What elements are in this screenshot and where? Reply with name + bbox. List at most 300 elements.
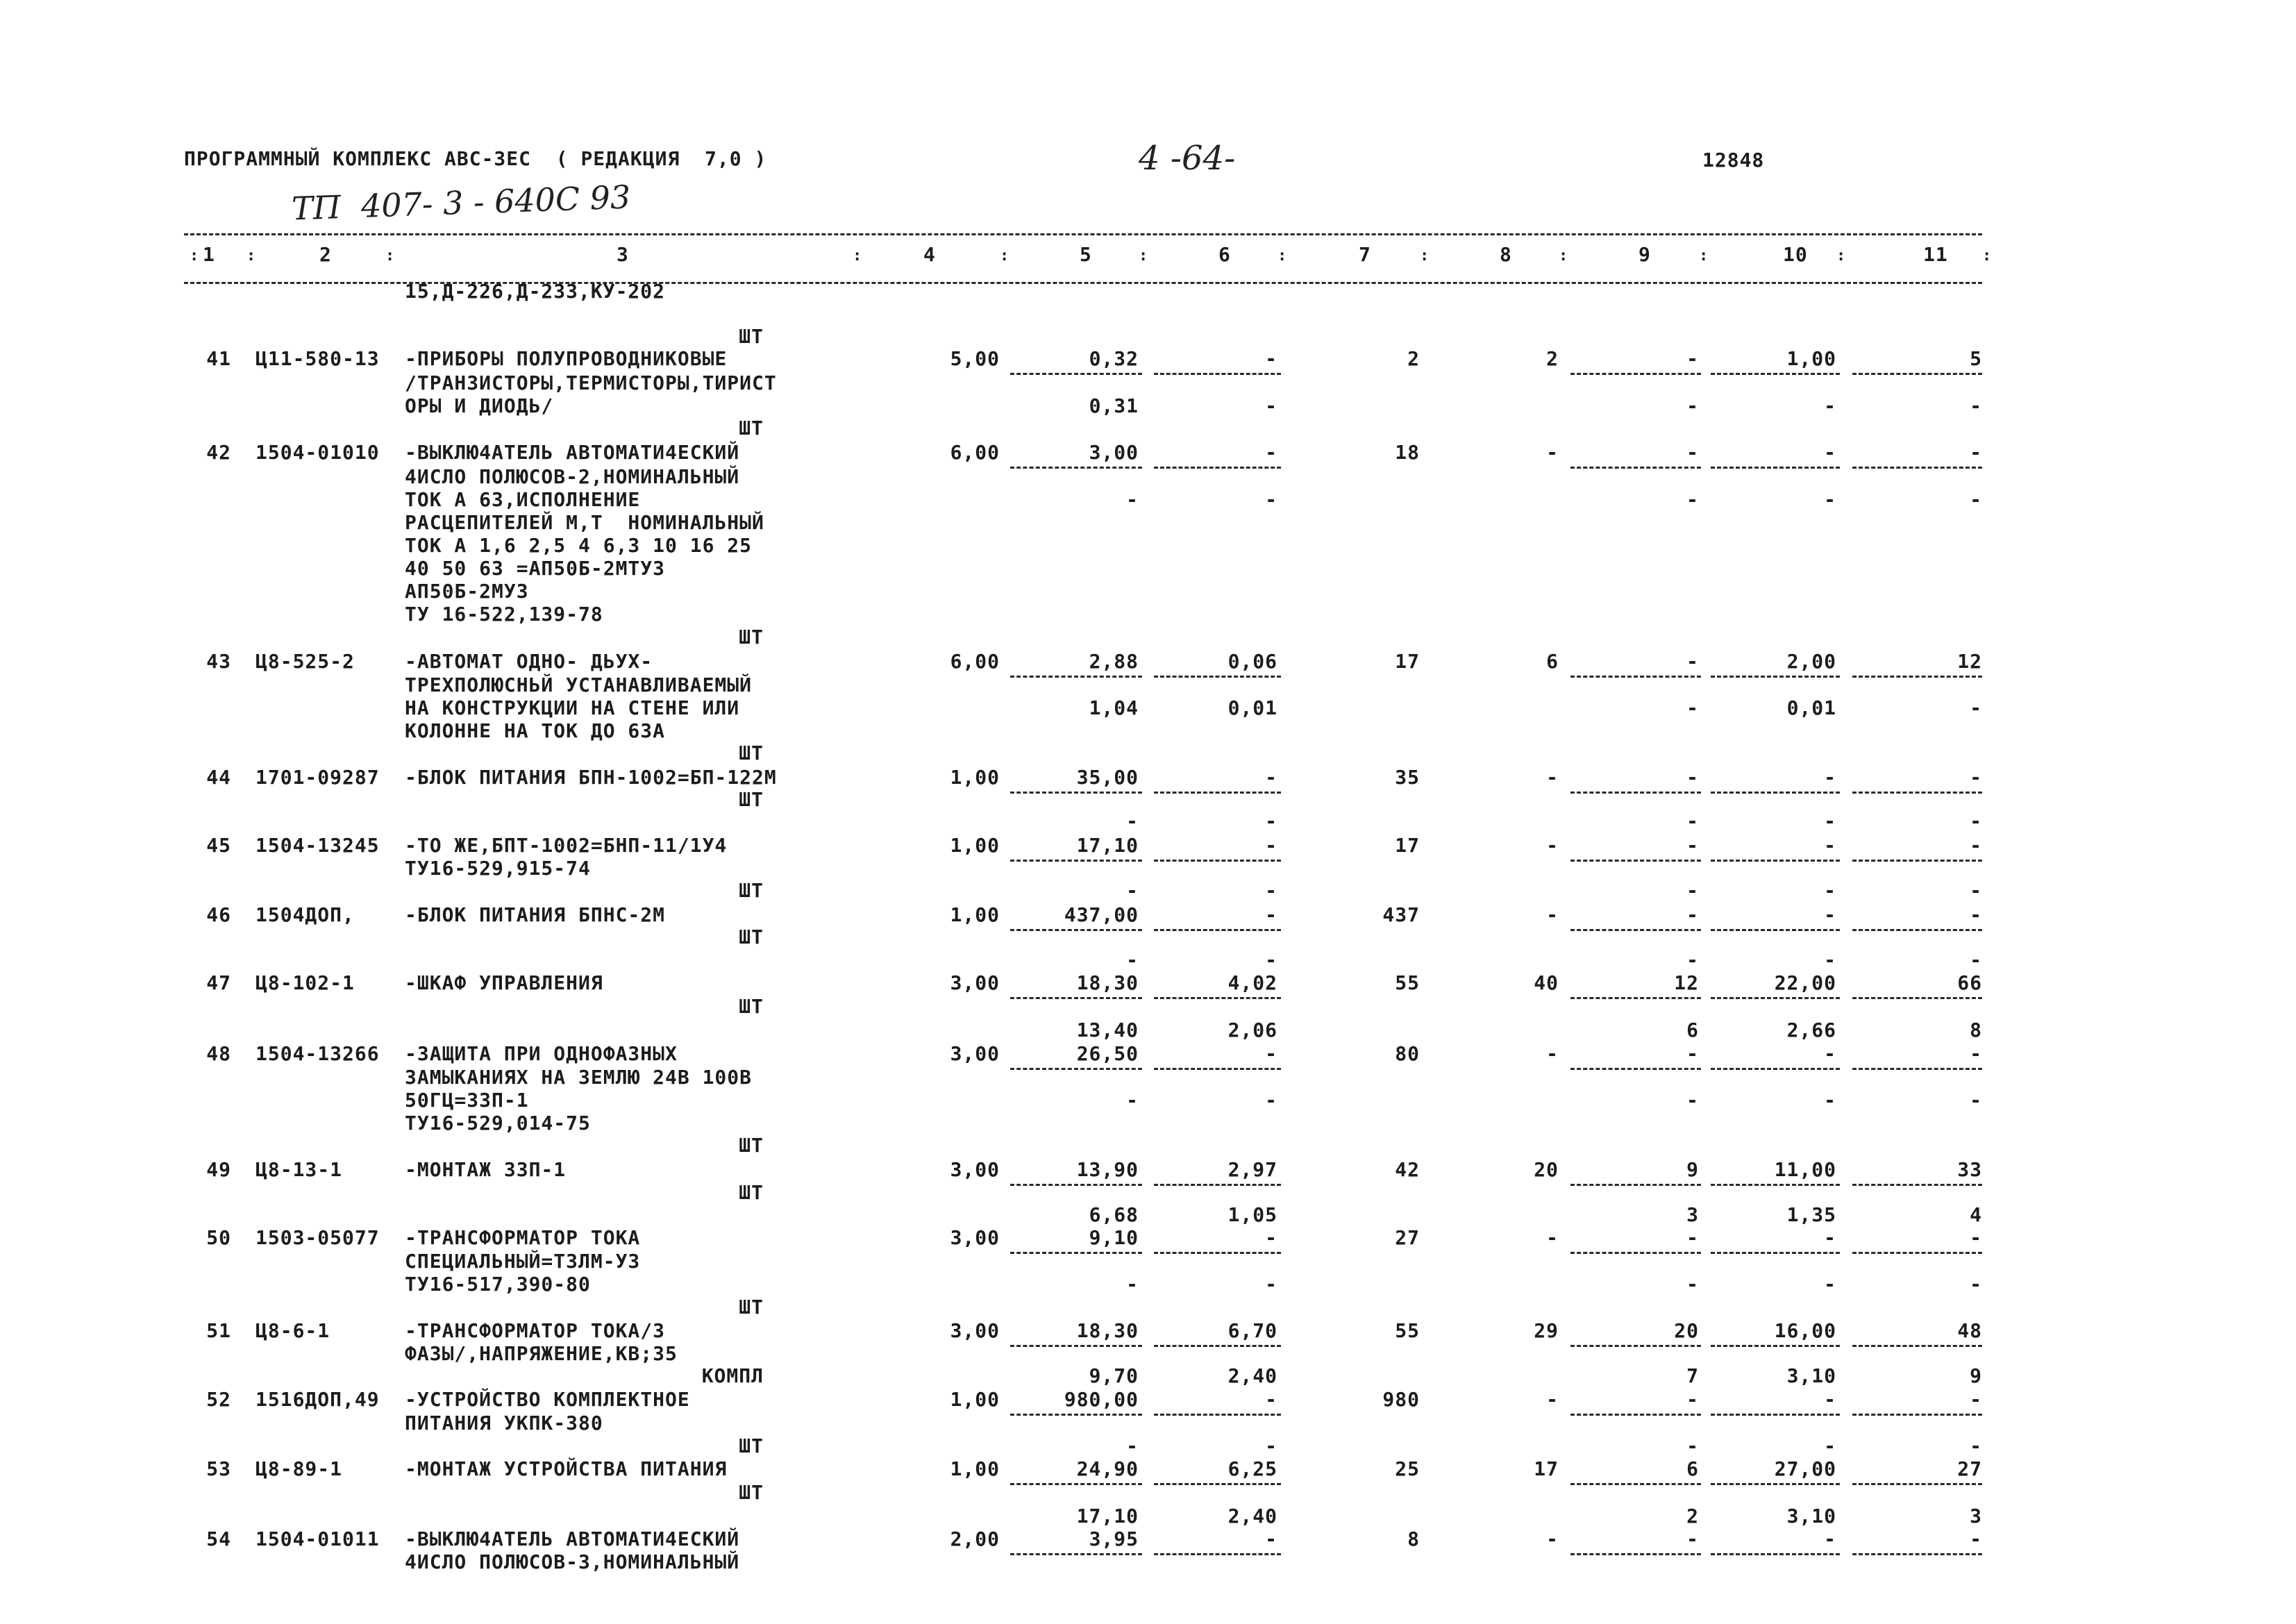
cell-code: Ц8-102-1 (255, 971, 355, 994)
cell-code: 1503-05077 (255, 1226, 380, 1249)
cell-col-10: - (1824, 810, 1836, 832)
cell-description: ТУ16-529,014-75 (405, 1112, 591, 1135)
cell-col-1: 50 (206, 1226, 231, 1249)
cell-description: 15,Д-226,Д-233,КУ-202 (405, 280, 666, 303)
cell-col-9: - (1686, 948, 1699, 971)
cell-col-8: - (1546, 834, 1559, 857)
subtotal-rule (1570, 676, 1701, 678)
column-header-3: 3 (617, 243, 629, 266)
cell-col-1: 52 (206, 1388, 231, 1411)
cell-col-11: - (1970, 948, 1982, 971)
cell-col-10: 0,01 (1786, 696, 1836, 719)
cell-col-6: 2,40 (1227, 1364, 1277, 1387)
cell-col-5: 0,31 (1089, 394, 1139, 417)
cell-unit: ШТ (739, 1181, 764, 1204)
cell-description: -ТО ЖЕ,БПТ-1002=БНП-11/1У4 (405, 834, 728, 857)
column-separator: : (1000, 247, 1009, 265)
cell-col-11: - (1970, 1042, 1982, 1065)
cell-col-9: - (1686, 1434, 1699, 1457)
cell-col-9: - (1686, 1042, 1699, 1065)
cell-col-10: - (1824, 1226, 1836, 1249)
cell-code: Ц8-89-1 (255, 1457, 343, 1480)
cell-col-10: - (1824, 1434, 1836, 1457)
cell-col-6: 2,06 (1227, 1019, 1277, 1041)
column-header-11: 11 (1923, 243, 1948, 266)
subtotal-rule (1154, 676, 1281, 678)
subtotal-rule (1010, 1414, 1142, 1416)
document-number: 12848 (1702, 149, 1765, 171)
cell-col-1: 41 (206, 347, 231, 370)
column-header-6: 6 (1218, 243, 1231, 266)
cell-col-5: 13,90 (1076, 1158, 1139, 1181)
cell-description: ТУ16-529,915-74 (405, 857, 591, 880)
cell-col-10: - (1824, 394, 1836, 417)
cell-col-10: 22,00 (1774, 971, 1836, 994)
cell-code: 1504ДОП, (255, 903, 355, 926)
cell-unit: ШТ (739, 742, 764, 764)
cell-description: -ШКАФ УПРАВЛЕНИЯ (405, 971, 603, 994)
cell-code: Ц11-580-13 (255, 347, 380, 370)
column-separator: : (1277, 247, 1287, 265)
cell-unit: ШТ (739, 788, 764, 811)
cell-description: -БЛОК ПИТАНИЯ БПН-1002=БП-122М (405, 766, 777, 789)
cell-col-10: 2,66 (1786, 1019, 1836, 1041)
subtotal-rule (1852, 676, 1982, 678)
cell-col-8: 17 (1534, 1457, 1559, 1480)
cell-unit: КОМПЛ (701, 1364, 764, 1387)
cell-col-7: 55 (1395, 1319, 1420, 1342)
cell-col-11: - (1970, 1527, 1982, 1550)
cell-col-1: 43 (206, 650, 231, 673)
cell-col-6: 4,02 (1227, 971, 1277, 994)
cell-col-6: - (1265, 948, 1277, 971)
cell-col-4: 6,00 (950, 650, 1000, 673)
column-header-7: 7 (1359, 243, 1371, 266)
cell-description: НА КОНСТРУКЦИИ НА СТЕНЕ ИЛИ (405, 696, 740, 719)
subtotal-rule (1852, 467, 1982, 469)
subtotal-rule (1010, 1068, 1142, 1070)
page-number: 4 -64- (1139, 139, 1236, 178)
cell-col-10: 11,00 (1774, 1158, 1836, 1181)
column-separator: : (1420, 247, 1430, 265)
subtotal-rule (1570, 792, 1701, 794)
subtotal-rule (1154, 373, 1281, 375)
cell-col-6: - (1265, 441, 1277, 464)
cell-col-10: - (1824, 1273, 1836, 1296)
cell-col-10: 16,00 (1774, 1319, 1836, 1342)
cell-col-5: - (1126, 879, 1139, 902)
cell-col-10: 3,10 (1786, 1505, 1836, 1527)
subtotal-rule (1570, 1184, 1701, 1186)
cell-col-7: 80 (1395, 1042, 1420, 1065)
cell-col-5: 18,30 (1076, 1319, 1139, 1342)
cell-code: Ц8-13-1 (255, 1158, 343, 1181)
cell-col-11: - (1970, 488, 1982, 511)
subtotal-rule (1010, 467, 1142, 469)
cell-description: СПЕЦИАЛЬНЫЙ=ТЗЛМ-У3 (405, 1250, 641, 1273)
cell-description: -ВЫКЛЮ4АТЕЛЬ АВТОМАТИ4ЕСКИЙ (405, 1527, 740, 1550)
column-header-8: 8 (1500, 243, 1512, 266)
cell-col-1: 47 (206, 971, 231, 994)
cell-unit: ШТ (739, 1481, 764, 1504)
cell-col-7: 17 (1395, 650, 1420, 673)
cell-description: -ВЫКЛЮ4АТЕЛЬ АВТОМАТИ4ЕСКИЙ (405, 441, 740, 464)
subtotal-rule (1852, 860, 1982, 862)
cell-col-6: 6,70 (1227, 1319, 1277, 1342)
cell-col-11: 33 (1957, 1158, 1982, 1181)
subtotal-rule (1852, 373, 1982, 375)
cell-col-10: 1,35 (1786, 1203, 1836, 1226)
cell-col-10: - (1824, 948, 1836, 971)
subtotal-rule (1010, 1483, 1142, 1485)
subtotal-rule (1852, 1553, 1982, 1555)
cell-col-4: 6,00 (950, 441, 1000, 464)
cell-col-6: - (1265, 834, 1277, 857)
cell-col-7: 17 (1395, 834, 1420, 857)
cell-description: ТРЕХПОЛЮСНЬЙ УСТАНАВЛИВАЕМЫЙ (405, 673, 753, 696)
cell-col-5: 17,10 (1076, 834, 1139, 857)
program-header: ПРОГРАММНЫЙ КОМПЛЕКС АВС-3ЕС ( РЕДАКЦИЯ 7,0 ) (184, 147, 767, 170)
cell-col-8: - (1546, 1042, 1559, 1065)
cell-unit: ШТ (739, 417, 764, 440)
cell-col-8: 6 (1546, 650, 1559, 673)
cell-col-6: - (1265, 879, 1277, 902)
subtotal-rule (1711, 676, 1840, 678)
cell-col-10: - (1824, 1089, 1836, 1112)
cell-description: РАСЦЕПИТЕЛЕЙ М,Т НОМИНАЛЬНЫЙ (405, 511, 764, 534)
cell-col-9: 12 (1674, 971, 1699, 994)
cell-col-9: - (1686, 696, 1699, 719)
cell-description: ОРЫ И ДИОДЬ/ (405, 394, 554, 417)
cell-col-10: - (1824, 834, 1836, 857)
cell-col-10: - (1824, 766, 1836, 789)
column-header-9: 9 (1639, 243, 1651, 266)
cell-description: -ТРАНСФОРМАТОР ТОКА/3 (405, 1319, 666, 1342)
cell-col-11: 5 (1970, 347, 1982, 370)
cell-col-9: - (1686, 766, 1699, 789)
subtotal-rule (1570, 997, 1701, 999)
cell-description: ТОК А 63,ИСПОЛНЕНИЕ (405, 488, 641, 511)
subtotal-rule (1570, 929, 1701, 931)
cell-col-4: 2,00 (950, 1527, 1000, 1550)
cell-unit: ШТ (739, 995, 764, 1018)
cell-col-5: 437,00 (1064, 903, 1139, 926)
cell-col-5: 17,10 (1076, 1505, 1139, 1527)
subtotal-rule (1570, 1252, 1701, 1254)
cell-col-4: 1,00 (950, 766, 1000, 789)
cell-col-5: - (1126, 488, 1139, 511)
cell-col-4: 3,00 (950, 1319, 1000, 1342)
column-separator: : (1559, 247, 1568, 265)
cell-col-9: - (1686, 394, 1699, 417)
subtotal-rule (1711, 1345, 1840, 1347)
cell-description: -УСТРОЙСТВО КОМПЛЕКТНОЕ (405, 1388, 690, 1411)
cell-col-7: 55 (1395, 971, 1420, 994)
subtotal-rule (1154, 929, 1281, 931)
subtotal-rule (1711, 373, 1840, 375)
cell-col-6: 2,40 (1227, 1505, 1277, 1527)
cell-col-5: 9,70 (1089, 1364, 1139, 1387)
cell-col-8: 29 (1534, 1319, 1559, 1342)
cell-col-9: - (1686, 834, 1699, 857)
cell-col-9: 2 (1686, 1505, 1699, 1527)
cell-description: 4ИСЛО ПОЛЮСОВ-2,НОМИНАЛЬНЫЙ (405, 465, 740, 488)
cell-col-11: - (1970, 1226, 1982, 1249)
cell-col-1: 44 (206, 766, 231, 789)
subtotal-rule (1010, 929, 1142, 931)
cell-col-8: - (1546, 1527, 1559, 1550)
subtotal-rule (1154, 997, 1281, 999)
subtotal-rule (1711, 467, 1840, 469)
subtotal-rule (1852, 997, 1982, 999)
subtotal-rule (1010, 1345, 1142, 1347)
cell-col-4: 1,00 (950, 1388, 1000, 1411)
subtotal-rule (1570, 467, 1701, 469)
cell-col-5: 0,32 (1089, 347, 1139, 370)
cell-col-10: - (1824, 903, 1836, 926)
cell-col-11: 3 (1970, 1505, 1982, 1527)
subtotal-rule (1852, 1483, 1982, 1485)
subtotal-rule (1570, 1483, 1701, 1485)
cell-unit: ШТ (739, 926, 764, 948)
subtotal-rule (1010, 792, 1142, 794)
subtotal-rule (1852, 1068, 1982, 1070)
cell-col-10: - (1824, 1388, 1836, 1411)
cell-col-5: 13,40 (1076, 1019, 1139, 1041)
cell-description: 4ИСЛО ПОЛЮСОВ-3,НОМИНАЛЬНЫЙ (405, 1550, 740, 1573)
handwritten-project-code: ТП 407- 3 - 640С 93 (291, 178, 632, 228)
cell-col-11: - (1970, 810, 1982, 832)
cell-col-4: 1,00 (950, 903, 1000, 926)
subtotal-rule (1154, 792, 1281, 794)
cell-col-9: - (1686, 1089, 1699, 1112)
cell-col-5: 980,00 (1064, 1388, 1139, 1411)
cell-description: -ПРИБОРЫ ПОЛУПРОВОДНИКОВЫЕ (405, 347, 728, 370)
cell-col-10: 1,00 (1786, 347, 1836, 370)
subtotal-rule (1570, 1414, 1701, 1416)
column-separator: : (190, 247, 199, 265)
cell-col-10: - (1824, 488, 1836, 511)
cell-code: 1504-13266 (255, 1042, 380, 1065)
column-separator: : (385, 247, 395, 265)
cell-col-4: 1,00 (950, 1457, 1000, 1480)
subtotal-rule (1711, 1068, 1840, 1070)
cell-col-10: - (1824, 1042, 1836, 1065)
cell-col-5: 26,50 (1076, 1042, 1139, 1065)
cell-col-10: 3,10 (1786, 1364, 1836, 1387)
cell-col-1: 53 (206, 1457, 231, 1480)
subtotal-rule (1711, 1252, 1840, 1254)
cell-col-6: - (1265, 347, 1277, 370)
cell-description: 40 50 63 =АП50Б-2МТУ3 (405, 557, 666, 580)
cell-col-11: - (1970, 1388, 1982, 1411)
cell-col-4: 1,00 (950, 834, 1000, 857)
cell-col-11: 48 (1957, 1319, 1982, 1342)
cell-description: -МОНТАЖ 33П-1 (405, 1158, 567, 1181)
cell-col-7: 27 (1395, 1226, 1420, 1249)
subtotal-rule (1852, 1345, 1982, 1347)
cell-col-9: 7 (1686, 1364, 1699, 1387)
cell-col-9: - (1686, 1527, 1699, 1550)
cell-col-5: 3,95 (1089, 1527, 1139, 1550)
subtotal-rule (1852, 792, 1982, 794)
cell-col-9: - (1686, 879, 1699, 902)
subtotal-rule (1010, 1252, 1142, 1254)
cell-col-5: 3,00 (1089, 441, 1139, 464)
subtotal-rule (1711, 1184, 1840, 1186)
column-separator: : (1836, 247, 1846, 265)
cell-col-9: 6 (1686, 1457, 1699, 1480)
cell-col-1: 45 (206, 834, 231, 857)
subtotal-rule (1010, 676, 1142, 678)
cell-col-5: 6,68 (1089, 1203, 1139, 1226)
cell-col-5: - (1126, 948, 1139, 971)
cell-col-5: 9,10 (1089, 1226, 1139, 1249)
subtotal-rule (1154, 1553, 1281, 1555)
subtotal-rule (1711, 860, 1840, 862)
cell-col-10: 27,00 (1774, 1457, 1836, 1480)
subtotal-rule (1570, 860, 1701, 862)
cell-col-6: - (1265, 903, 1277, 926)
cell-description: -МОНТАЖ УСТРОЙСТВА ПИТАНИЯ (405, 1457, 728, 1480)
subtotal-rule (1154, 860, 1281, 862)
cell-unit: ШТ (739, 1134, 764, 1157)
column-separator: : (1699, 247, 1709, 265)
cell-col-11: - (1970, 696, 1982, 719)
cell-col-11: 9 (1970, 1364, 1982, 1387)
cell-description: ТУ16-517,390-80 (405, 1273, 591, 1296)
subtotal-rule (1154, 1483, 1281, 1485)
cell-col-6: - (1265, 810, 1277, 832)
cell-code: Ц8-6-1 (255, 1319, 330, 1342)
subtotal-rule (1570, 1345, 1701, 1347)
cell-col-10: - (1824, 441, 1836, 464)
cell-col-10: - (1824, 1527, 1836, 1550)
subtotal-rule (1570, 1553, 1701, 1555)
cell-col-9: - (1686, 810, 1699, 832)
column-header-1: 1 (203, 243, 215, 266)
cell-col-7: 18 (1395, 441, 1420, 464)
cell-col-6: - (1265, 1434, 1277, 1457)
cell-col-8: - (1546, 903, 1559, 926)
subtotal-rule (1154, 1345, 1281, 1347)
cell-col-5: - (1126, 810, 1139, 832)
cell-description: КОЛОННЕ НА ТОК ДО 63А (405, 719, 666, 742)
cell-col-7: 980 (1382, 1388, 1420, 1411)
cell-col-6: 1,05 (1227, 1203, 1277, 1226)
cell-description: ФАЗЫ/,НАПРЯЖЕНИЕ,КВ;35 (405, 1342, 678, 1365)
cell-col-6: 0,06 (1227, 650, 1277, 673)
cell-col-6: 2,97 (1227, 1158, 1277, 1181)
subtotal-rule (1154, 1252, 1281, 1254)
cell-col-1: 49 (206, 1158, 231, 1181)
cell-col-9: - (1686, 488, 1699, 511)
cell-col-4: 3,00 (950, 1226, 1000, 1249)
column-separator: : (853, 247, 862, 265)
subtotal-rule (1010, 1184, 1142, 1186)
column-separator: : (1982, 247, 1992, 265)
cell-col-7: 8 (1407, 1527, 1420, 1550)
cell-col-5: 18,30 (1076, 971, 1139, 994)
cell-col-1: 51 (206, 1319, 231, 1342)
cell-description: -БЛОК ПИТАНИЯ БПНС-2М (405, 903, 666, 926)
cell-unit: ШТ (739, 1296, 764, 1319)
column-header-4: 4 (923, 243, 936, 266)
cell-description: ЗАМЫКАНИЯХ НА ЗЕМЛЮ 24В 100В (405, 1066, 753, 1089)
subtotal-rule (1852, 1414, 1982, 1416)
cell-col-1: 48 (206, 1042, 231, 1065)
subtotal-rule (1711, 997, 1840, 999)
cell-col-6: - (1265, 488, 1277, 511)
cell-description: -АВТОМАТ ОДНО- ДЬУХ- (405, 650, 653, 673)
subtotal-rule (1852, 1252, 1982, 1254)
cell-col-6: - (1265, 394, 1277, 417)
cell-description: -ЗАЩИТА ПРИ ОДНОФАЗНЫХ (405, 1042, 678, 1065)
subtotal-rule (1154, 1414, 1281, 1416)
subtotal-rule (1570, 1068, 1701, 1070)
cell-col-11: 66 (1957, 971, 1982, 994)
cell-col-9: - (1686, 650, 1699, 673)
cell-col-5: 35,00 (1076, 766, 1139, 789)
cell-col-9: 20 (1674, 1319, 1699, 1342)
cell-col-6: 0,01 (1227, 696, 1277, 719)
cell-description: ТУ 16-522,139-78 (405, 603, 603, 626)
cell-col-4: 3,00 (950, 1158, 1000, 1181)
column-header-5: 5 (1080, 243, 1092, 266)
cell-col-9: 3 (1686, 1203, 1699, 1226)
cell-col-1: 46 (206, 903, 231, 926)
cell-col-4: 3,00 (950, 1042, 1000, 1065)
cell-col-10: - (1824, 879, 1836, 902)
cell-col-11: - (1970, 1273, 1982, 1296)
cell-col-10: 2,00 (1786, 650, 1836, 673)
cell-col-9: - (1686, 1388, 1699, 1411)
cell-col-11: 12 (1957, 650, 1982, 673)
cell-col-8: - (1546, 766, 1559, 789)
subtotal-rule (1711, 929, 1840, 931)
cell-col-11: - (1970, 879, 1982, 902)
cell-col-8: - (1546, 1388, 1559, 1411)
cell-col-6: - (1265, 1089, 1277, 1112)
cell-col-6: - (1265, 1273, 1277, 1296)
cell-col-1: 42 (206, 441, 231, 464)
cell-col-5: 2,88 (1089, 650, 1139, 673)
cell-description: 50ГЦ=33П-1 (405, 1089, 529, 1112)
cell-col-4: 3,00 (950, 971, 1000, 994)
cell-col-7: 25 (1395, 1457, 1420, 1480)
cell-col-9: - (1686, 903, 1699, 926)
cell-col-11: - (1970, 394, 1982, 417)
subtotal-rule (1010, 373, 1142, 375)
cell-col-8: - (1546, 441, 1559, 464)
subtotal-rule (1711, 1553, 1840, 1555)
header-top-rule (184, 233, 1982, 235)
column-header-10: 10 (1783, 243, 1808, 266)
subtotal-rule (1570, 373, 1701, 375)
cell-col-8: 40 (1534, 971, 1559, 994)
cell-col-5: - (1126, 1273, 1139, 1296)
cell-col-9: - (1686, 347, 1699, 370)
cell-description: -ТРАНСФОРМАТОР ТОКА (405, 1226, 641, 1249)
cell-col-11: - (1970, 834, 1982, 857)
subtotal-rule (1010, 860, 1142, 862)
cell-col-11: 8 (1970, 1019, 1982, 1041)
subtotal-rule (1154, 467, 1281, 469)
column-separator: : (246, 247, 256, 265)
cell-unit: ШТ (739, 325, 764, 348)
subtotal-rule (1010, 1553, 1142, 1555)
cell-col-7: 437 (1382, 903, 1420, 926)
